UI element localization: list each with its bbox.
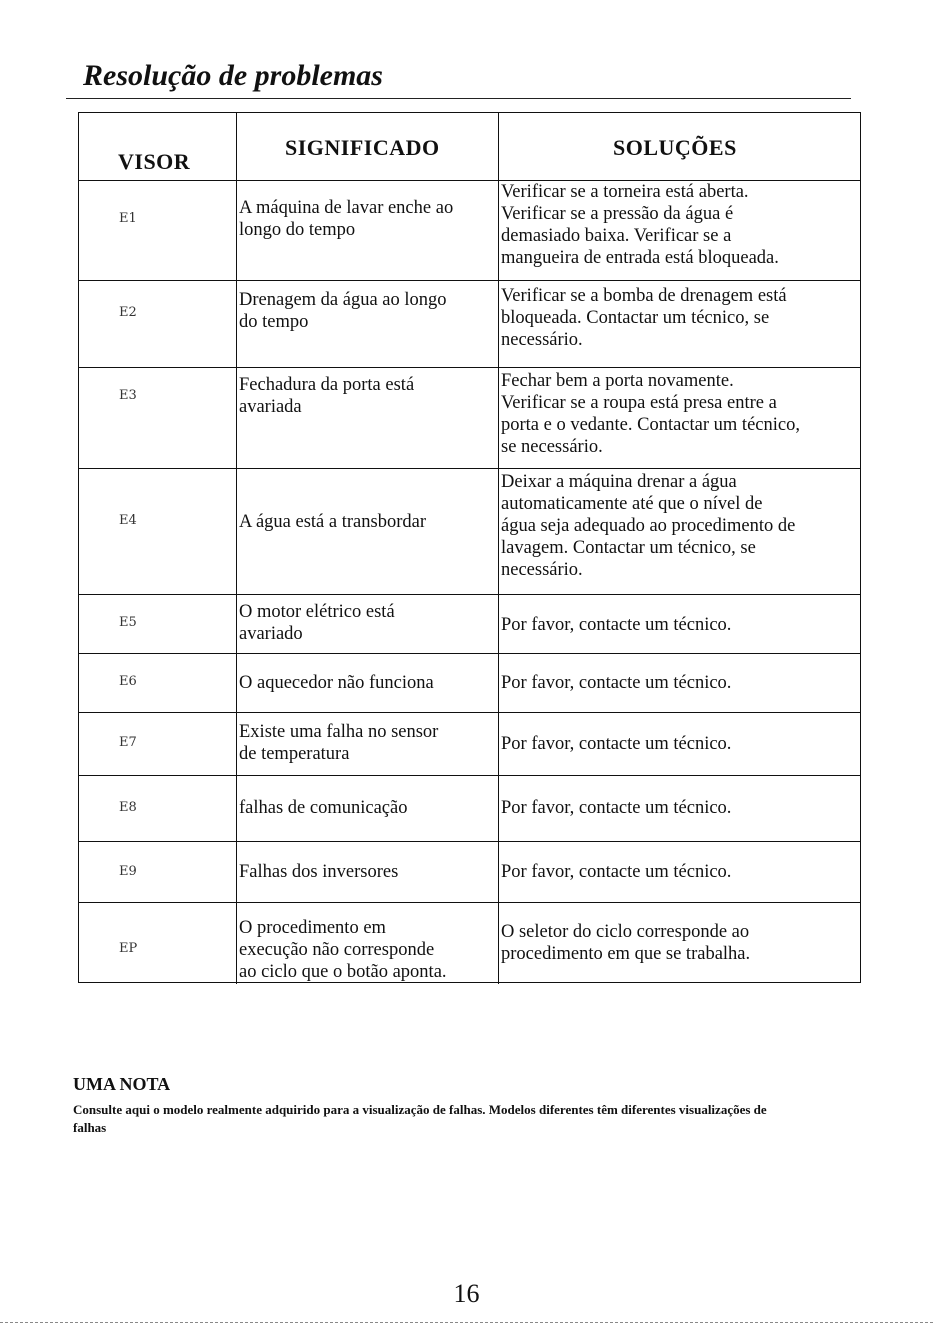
solution-cell	[498, 595, 860, 653]
solution-cell	[498, 368, 860, 468]
solution-cell	[498, 842, 860, 902]
code-cell	[79, 842, 236, 902]
table-row	[79, 181, 860, 281]
code-cell	[79, 713, 236, 775]
meaning-text: O procedimento em execução não corresponde ao ciclo que o botão aponta.	[239, 918, 447, 982]
meaning-text: A máquina de lavar enche ao longo do tempo	[239, 198, 454, 240]
table-row	[79, 469, 860, 595]
meaning-cell	[236, 181, 498, 280]
solution-cell	[498, 469, 860, 594]
solution-text: Verificar se a torneira está aberta. Verificar se a pressão da água é demasiado baixa. Verificar se a mangueira de entrada está bloqueada.	[501, 182, 779, 268]
meaning-text: O motor elétrico está avariado	[239, 602, 395, 644]
solution-text: Fechar bem a porta novamente. Verificar se a roupa está presa entre a porta e o vedante. Contactar um técnico, se necessário.	[501, 371, 800, 457]
solution-cell	[498, 654, 860, 712]
meaning-text: O aquecedor não funciona	[239, 673, 434, 693]
error-code: E6	[119, 674, 137, 689]
meaning-text: falhas de comunicação	[239, 798, 408, 818]
solution-cell	[498, 713, 860, 775]
solution-cell	[498, 776, 860, 841]
error-code: E2	[119, 305, 137, 320]
header-significado: SIGNIFICADO	[285, 135, 440, 160]
meaning-text: Existe uma falha no sensor de temperatura	[239, 722, 439, 764]
table-row	[79, 368, 860, 469]
solution-text: Por favor, contacte um técnico.	[501, 798, 732, 818]
table-row	[79, 654, 860, 713]
meaning-cell	[236, 776, 498, 841]
solution-text: O seletor do ciclo corresponde ao procedimento em que se trabalha.	[501, 922, 751, 964]
meaning-cell	[236, 903, 498, 984]
table-row	[79, 281, 860, 368]
table-row	[79, 903, 860, 984]
table-row	[79, 713, 860, 776]
header-cell-significado	[236, 113, 498, 180]
error-code: E5	[119, 615, 137, 630]
solution-text: Deixar a máquina drenar a água automaticamente até que o nível de água seja adequado ao procedimento de lavagem. Contactar um técnico, se necessário.	[501, 472, 796, 580]
error-code: E3	[119, 388, 137, 403]
meaning-cell	[236, 281, 498, 367]
code-cell	[79, 595, 236, 653]
solution-text: Por favor, contacte um técnico.	[501, 673, 732, 693]
page-number: 16	[453, 1279, 480, 1308]
solution-text: Por favor, contacte um técnico.	[501, 734, 732, 754]
header-cell-solucoes	[498, 113, 860, 180]
error-code: E7	[119, 735, 137, 750]
note-text: Consulte aqui o modelo realmente adquirido para a visualização de falhas. Modelos diferentes têm diferentes visualizações de falhas	[73, 1102, 767, 1135]
meaning-text: Fechadura da porta está avariada	[239, 375, 415, 417]
title-divider	[66, 98, 851, 99]
meaning-text: Falhas dos inversores	[239, 862, 399, 882]
solution-cell	[498, 903, 860, 984]
error-code: E9	[119, 864, 137, 879]
header-cell-visor	[79, 113, 236, 180]
table-row	[79, 595, 860, 654]
page-title: Resolução de problemas	[83, 59, 383, 92]
code-cell	[79, 654, 236, 712]
solution-text: Por favor, contacte um técnico.	[501, 615, 732, 635]
solution-text: Verificar se a bomba de drenagem está bloqueada. Contactar um técnico, se necessário.	[501, 286, 787, 350]
code-cell	[79, 368, 236, 468]
meaning-cell	[236, 654, 498, 712]
table-row	[79, 776, 860, 842]
meaning-cell	[236, 595, 498, 653]
solution-cell	[498, 281, 860, 367]
troubleshooting-table	[78, 112, 861, 983]
meaning-cell	[236, 368, 498, 468]
note-heading: UMA NOTA	[73, 1074, 171, 1094]
code-cell	[79, 903, 236, 984]
error-code: E4	[119, 513, 137, 528]
meaning-text: Drenagem da água ao longo do tempo	[239, 290, 447, 332]
solution-cell	[498, 181, 860, 280]
code-cell	[79, 469, 236, 594]
code-cell	[79, 281, 236, 367]
error-code: E1	[119, 211, 137, 226]
header-solucoes: SOLUÇÕES	[613, 135, 737, 160]
error-code: EP	[119, 941, 138, 956]
code-cell	[79, 181, 236, 280]
table-row	[79, 842, 860, 903]
code-cell	[79, 776, 236, 841]
meaning-cell	[236, 842, 498, 902]
header-visor: VISOR	[118, 149, 191, 174]
solution-text: Por favor, contacte um técnico.	[501, 862, 732, 882]
meaning-text: A água está a transbordar	[239, 512, 426, 532]
error-code: E8	[119, 800, 137, 815]
meaning-cell	[236, 469, 498, 594]
page-bottom-border	[0, 1322, 933, 1323]
table-header-row	[79, 113, 860, 181]
meaning-cell	[236, 713, 498, 775]
